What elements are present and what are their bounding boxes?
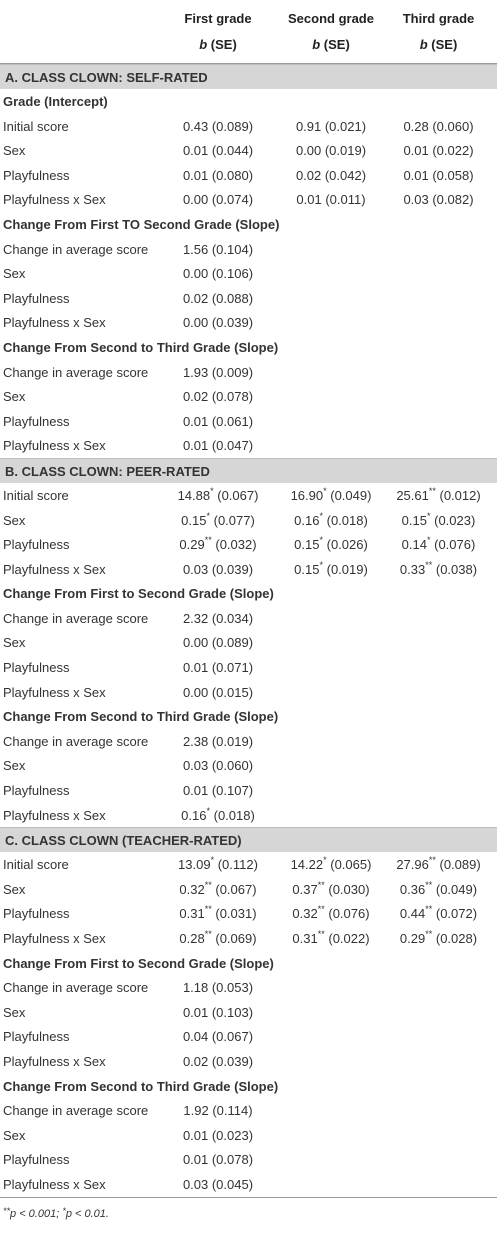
row-label: Change in average score [3, 241, 149, 257]
cell-value: 2.38 (0.019) [182, 733, 254, 749]
stat-label: (SE) [210, 37, 237, 52]
table-row [0, 237, 497, 262]
group-title [0, 1074, 497, 1099]
footnote-text: **p < 0.001; *p < 0.01. [3, 1205, 109, 1220]
cell-value: 0.00 (0.089) [182, 635, 254, 651]
table-row [0, 975, 497, 1000]
cell-value: 0.02 (0.039) [182, 1053, 254, 1069]
row-label: Playfulness x Sex [3, 931, 106, 946]
section-header [0, 64, 497, 89]
row-label: Playfulness x Sex [3, 1053, 106, 1069]
table-row [0, 630, 497, 655]
group-title-text: Change From First to Second Grade (Slope) [3, 955, 274, 971]
row-label: Playfulness x Sex [3, 684, 106, 700]
header-stat-third [380, 37, 497, 52]
row-label: Playfulness x Sex [3, 192, 106, 208]
cell-value: 0.16* (0.018) [181, 805, 255, 823]
cell-value: 0.01 (0.071) [182, 660, 254, 676]
row-label: Initial score [3, 857, 69, 873]
row-label: Playfulness [3, 167, 70, 183]
table-row [0, 532, 497, 557]
row-label: Playfulness [3, 1029, 70, 1045]
stat-symbol: b [312, 37, 321, 52]
table-row [0, 778, 497, 803]
row-label: Playfulness x Sex [3, 315, 106, 331]
stat-symbol: b [199, 37, 208, 52]
row-label: Change in average score [3, 610, 149, 626]
cell-value: 0.29** (0.032) [179, 535, 257, 553]
row-label: Change in average score [3, 364, 149, 380]
table-row [0, 433, 497, 458]
section-title: A. CLASS CLOWN: SELF-RATED [5, 70, 208, 85]
cell-value: 25.61** (0.012) [396, 485, 481, 503]
group-title [0, 212, 497, 237]
stat-symbol: b [419, 37, 428, 52]
table-row [0, 877, 497, 902]
cell-value: 1.93 (0.009) [182, 364, 254, 380]
row-label: Sex [3, 143, 26, 159]
table-row [0, 926, 497, 951]
section-title: B. CLASS CLOWN: PEER-RATED [5, 463, 210, 479]
cell-value: 0.03 (0.060) [182, 758, 254, 774]
row-label: Change in average score [3, 980, 149, 996]
cell-value: 0.43 (0.089) [182, 118, 254, 134]
group-title-text: Change From Second to Third Grade (Slope) [3, 1078, 279, 1094]
row-label: Sex [3, 881, 26, 897]
cell-value: 0.00 (0.039) [182, 315, 254, 331]
table-row [0, 655, 497, 680]
table-row [0, 360, 497, 385]
section-title: C. CLASS CLOWN (TEACHER-RATED) [5, 833, 242, 849]
cell-value: 0.01 (0.058) [403, 167, 474, 183]
row-label: Sex [3, 1004, 26, 1020]
cell-value: 2.32 (0.034) [182, 610, 254, 626]
group-title [0, 581, 497, 606]
row-label: Playfulness [3, 660, 70, 676]
table-row [0, 409, 497, 434]
group-title-text: Change From First to Second Grade (Slope) [3, 586, 274, 602]
table-row [0, 286, 497, 311]
row-label: Initial score [3, 118, 69, 134]
cell-value: 14.88* (0.067) [177, 485, 259, 503]
row-label: Playfulness x Sex [3, 807, 106, 823]
cell-value: 0.28** (0.069) [179, 929, 257, 946]
cell-value: 0.36** (0.049) [399, 879, 478, 897]
cell-value: 0.32** (0.076) [292, 904, 370, 922]
cell-value: 0.15* (0.019) [294, 559, 368, 577]
group-title-text: Change From First TO Second Grade (Slope) [3, 216, 280, 232]
table-row [0, 310, 497, 335]
group-title [0, 951, 497, 976]
cell-value: 16.90* (0.049) [290, 485, 372, 503]
row-label: Playfulness [3, 413, 70, 429]
table-row [0, 901, 497, 926]
cell-value: 0.01 (0.107) [182, 783, 254, 799]
group-title [0, 89, 497, 114]
table-row [0, 187, 497, 212]
row-label: Sex [3, 389, 26, 405]
group-title [0, 704, 497, 729]
row-label: Sex [3, 266, 26, 282]
cell-value: 0.02 (0.088) [182, 290, 254, 306]
cell-value: 0.01 (0.047) [182, 438, 254, 454]
cell-value: 0.01 (0.061) [182, 413, 254, 429]
cell-value: 0.16* (0.018) [294, 510, 368, 528]
table-row [0, 114, 497, 139]
section-header [0, 458, 497, 483]
table-row [0, 508, 497, 533]
cell-value: 0.00 (0.015) [182, 684, 254, 700]
cell-value: 0.01 (0.103) [182, 1004, 254, 1020]
row-label: Playfulness [3, 537, 70, 553]
table-row [0, 680, 497, 705]
cell-value: 0.01 (0.044) [182, 143, 254, 159]
cell-value: 1.56 (0.104) [182, 241, 254, 257]
table-row [0, 557, 497, 582]
cell-value: 0.31** (0.022) [292, 929, 370, 946]
cell-value: 0.14* (0.076) [401, 535, 476, 553]
cell-value: 0.00 (0.074) [182, 192, 254, 208]
row-label: Playfulness x Sex [3, 561, 106, 577]
table-body [0, 64, 497, 1197]
table-row [0, 1172, 497, 1197]
cell-value: 0.03 (0.039) [182, 561, 254, 577]
row-label: Playfulness [3, 1152, 70, 1168]
cell-value: 0.02 (0.042) [295, 167, 367, 183]
row-label: Playfulness [3, 290, 70, 306]
cell-value: 0.15* (0.077) [181, 510, 255, 528]
cell-value: 0.03 (0.045) [182, 1176, 254, 1192]
cell-value: 0.03 (0.082) [403, 192, 474, 208]
cell-value: 27.96** (0.089) [396, 855, 481, 873]
header-stat-second [283, 37, 379, 52]
cell-value: 0.44** (0.072) [399, 904, 478, 922]
cell-value: 0.33** (0.038) [399, 559, 478, 577]
cell-value: 0.01 (0.078) [182, 1152, 254, 1168]
cell-value: 0.31** (0.031) [179, 904, 257, 922]
cell-value: 0.01 (0.023) [182, 1127, 254, 1143]
stat-label: (SE) [431, 37, 458, 52]
group-title-text: Change From Second to Third Grade (Slope) [3, 339, 279, 355]
table-row [0, 753, 497, 778]
cell-value: 0.04 (0.067) [182, 1029, 254, 1045]
table-row [0, 729, 497, 754]
cell-value: 0.91 (0.021) [295, 118, 367, 134]
row-label: Playfulness [3, 783, 70, 799]
cell-value: 0.00 (0.106) [182, 266, 254, 282]
cell-value: 0.37** (0.030) [292, 879, 370, 897]
cell-value: 0.29** (0.028) [399, 929, 478, 946]
row-label: Sex [3, 1127, 26, 1143]
header-first-grade: First grade [184, 11, 252, 26]
row-label: Sex [3, 758, 26, 774]
group-title-text: Grade (Intercept) [3, 94, 108, 109]
cell-value: 1.18 (0.053) [182, 980, 254, 996]
header-third-grade: Third grade [402, 11, 475, 26]
table-row [0, 803, 497, 828]
table-row [0, 606, 497, 631]
cell-value: 0.32** (0.067) [179, 879, 257, 897]
row-label: Sex [3, 512, 26, 528]
table-row [0, 138, 497, 163]
stat-label: (SE) [323, 37, 350, 52]
cell-value: 0.15* (0.026) [294, 535, 368, 553]
cell-value: 0.02 (0.078) [182, 389, 254, 405]
table-row [0, 1147, 497, 1172]
group-title [0, 335, 497, 360]
section-header [0, 827, 497, 852]
row-label: Sex [3, 635, 26, 651]
table-row [0, 1098, 497, 1123]
cell-value: 0.01 (0.022) [403, 143, 474, 159]
cell-value: 0.01 (0.080) [182, 167, 254, 183]
cell-value: 0.15* (0.023) [401, 510, 476, 528]
row-label: Playfulness x Sex [3, 438, 106, 454]
table-row [0, 384, 497, 409]
cell-value: 14.22* (0.065) [290, 855, 372, 873]
row-label: Change in average score [3, 1103, 149, 1119]
row-label: Playfulness x Sex [3, 1176, 106, 1192]
row-label: Initial score [3, 487, 69, 503]
cell-value: 1.92 (0.114) [183, 1103, 253, 1119]
group-title-text: Change From Second to Third Grade (Slope) [3, 709, 279, 725]
row-label: Change in average score [3, 733, 149, 749]
cell-value: 13.09* (0.112) [178, 855, 258, 873]
table-row [0, 852, 497, 877]
header-stat-first [152, 37, 284, 52]
cell-value: 0.28 (0.060) [403, 118, 474, 134]
table-row [0, 1000, 497, 1025]
table-row [0, 163, 497, 188]
table-row [0, 261, 497, 286]
table-footnote [0, 1197, 497, 1228]
table-row [0, 1024, 497, 1049]
table-row [0, 1123, 497, 1148]
table-row [0, 483, 497, 508]
cell-value: 0.01 (0.011) [296, 192, 366, 208]
row-label: Playfulness [3, 906, 70, 922]
table-row [0, 1049, 497, 1074]
header-second-grade: Second grade [288, 11, 374, 26]
table-header [0, 0, 497, 64]
cell-value: 0.00 (0.019) [295, 143, 367, 159]
